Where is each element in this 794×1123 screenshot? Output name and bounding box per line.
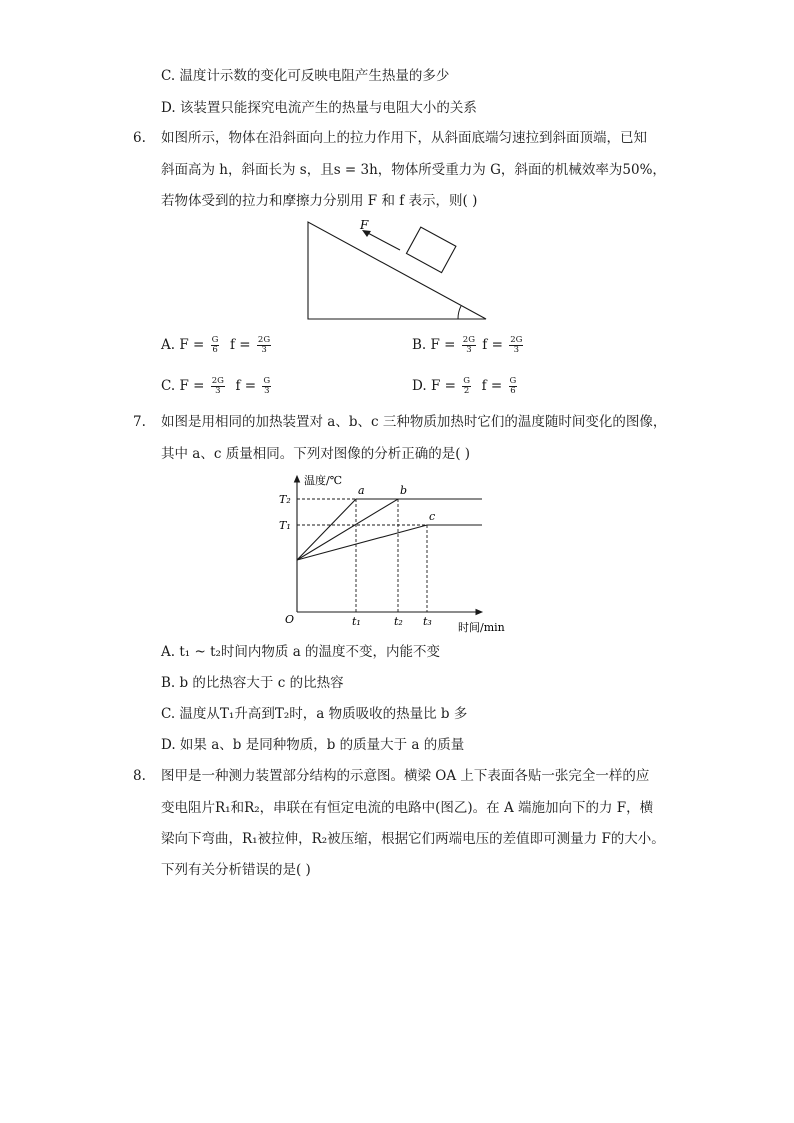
q8-number: 8.: [133, 768, 146, 784]
force-arrow-shaft: [366, 232, 400, 250]
y-tick-label-2: T₁: [279, 519, 291, 532]
x-tick-label-3: t₃: [423, 615, 432, 628]
series-label-a: a: [358, 484, 365, 497]
q5-option-d: D. 该装置只能探究电流产生的热量与电阻大小的关系: [161, 100, 477, 116]
q6-stem-line3: 若物体受到的拉力和摩擦力分别用 F 和 f 表示，则( ): [161, 193, 478, 209]
q7-stem-line1: 如图是用相同的加热装置对 a、b、c 三种物质加热时它们的温度随时间变化的图像，: [161, 414, 667, 430]
x-tick-label-2: t₂: [394, 615, 403, 628]
x-axis-label: 时间/min: [458, 621, 505, 634]
q7-number: 7.: [133, 414, 146, 430]
q7-stem-line2: 其中 a、c 质量相同。下列对图像的分析正确的是( ): [161, 446, 471, 462]
q6-stem-line2: 斜面高为 h，斜面长为 s，且s = 3h，物体所受重力为 G，斜面的机械效率为50%，: [161, 162, 666, 178]
x-tick-label-1: t₁: [352, 615, 361, 628]
force-label: F: [360, 218, 369, 232]
series-line-a: [297, 499, 482, 560]
q8-stem-line2: 变电阻片R₁和R₂，串联在有恒定电流的电路中(图乙)。在 A 端施加向下的力 F，横: [161, 800, 654, 816]
q6-stem-line1: 如图所示，物体在沿斜面向上的拉力作用下，从斜面底端匀速拉到斜面顶端，已知: [161, 130, 647, 146]
temperature-time-chart: [270, 466, 520, 636]
series-label-b: b: [400, 484, 408, 497]
origin-label: O: [285, 613, 295, 626]
q6-number: 6.: [133, 130, 146, 146]
q7-option-a: A. t₁ ~ t₂时间内物质 a 的温度不变，内能不变: [161, 644, 441, 660]
q7-option-b: B. b 的比热容大于 c 的比热容: [161, 675, 344, 691]
y-axis-label: 温度/℃: [304, 474, 343, 487]
q7-option-d: D. 如果 a、b 是同种物质，b 的质量大于 a 的质量: [161, 737, 465, 753]
q6-option-d: D. F = $\frac{G}{2}$ f = $\frac{G}{6}$: [412, 376, 517, 396]
q5-option-c: C. 温度计示数的变化可反映电阻产生热量的多少: [161, 68, 450, 84]
q6-option-c: C. F = $\frac{2G}{3}$ f = $\frac{G}{3}$: [161, 376, 271, 396]
series-line-c: [297, 525, 482, 560]
series-line-b: [297, 499, 482, 560]
incline-figure: [300, 216, 495, 324]
q8-stem-line4: 下列有关分析错误的是( ): [161, 862, 311, 878]
angle-arc: [458, 306, 461, 319]
q6-option-b: B. F = $\frac{2G}{3}$ f = $\frac{2G}{3}$: [412, 335, 523, 355]
incline-block: [406, 227, 455, 272]
q7-option-c: C. 温度从T₁升高到T₂时，a 物质吸收的热量比 b 多: [161, 706, 468, 722]
incline-triangle: [308, 222, 486, 319]
q6-option-a: A. F = $\frac{G}{6}$ f = $\frac{2G}{3}$: [161, 335, 271, 355]
q8-stem-line1: 图甲是一种测力装置部分结构的示意图。横梁 OA 上下表面各贴一张完全一样的应: [161, 768, 650, 784]
y-tick-label-1: T₂: [279, 493, 291, 506]
q8-stem-line3: 梁向下弯曲，R₁被拉伸，R₂被压缩，根据它们两端电压的差值即可测量力 F的大小。: [161, 831, 665, 847]
series-label-c: c: [429, 510, 436, 523]
